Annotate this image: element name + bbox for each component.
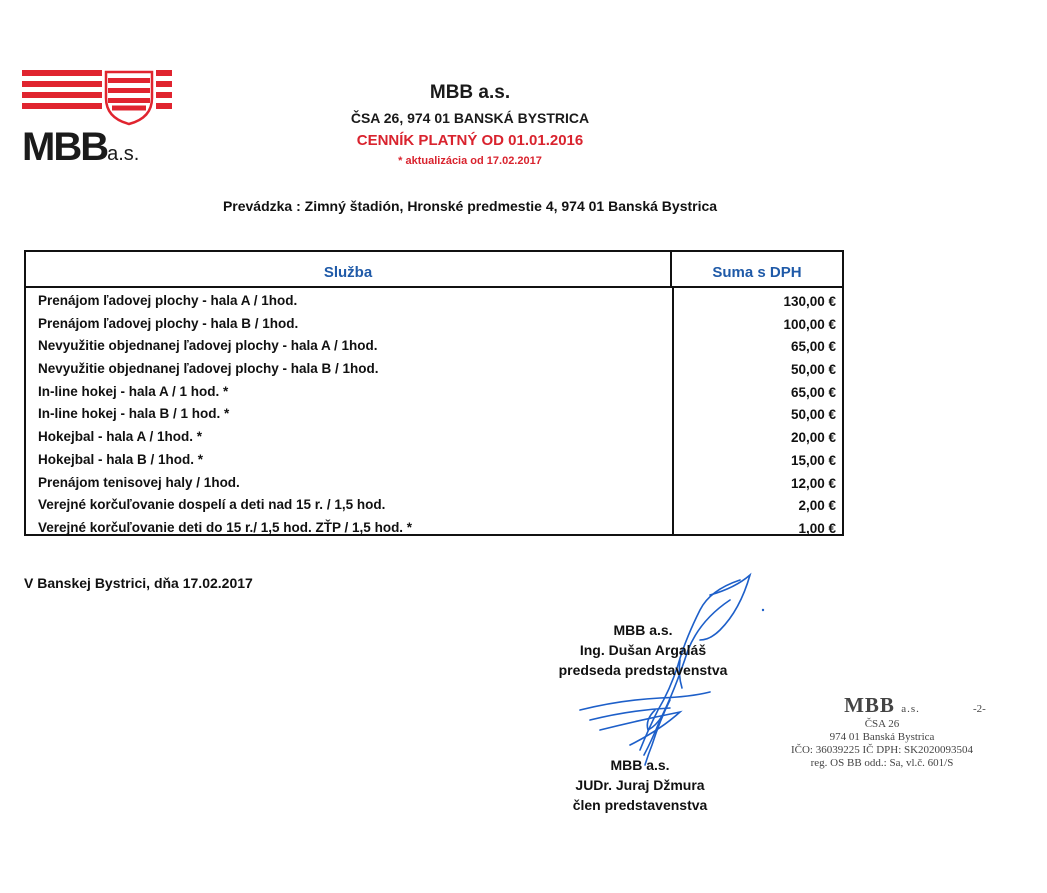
logo-text: MBBa.s. <box>22 125 140 169</box>
column-header-service: Služba <box>26 252 672 288</box>
service-cell: In-line hokej - hala A / 1 hod. * <box>38 383 229 399</box>
table-body <box>26 290 842 540</box>
signatory-role: člen predstavenstva <box>572 797 708 813</box>
sum-cell: 50,00 € <box>790 407 836 423</box>
logo-stripe <box>22 92 102 98</box>
signatory-company: MBB a.s. <box>610 757 670 773</box>
signatory-chairman <box>528 620 758 680</box>
company-address: ČSA 26, 974 01 BANSKÁ BYSTRICA <box>350 110 590 126</box>
sum-cell: 20,00 € <box>790 430 836 446</box>
table-row <box>26 381 842 404</box>
sum-cell: 50,00 € <box>790 362 836 378</box>
service-cell: Nevyužitie objednanej ľadovej plochy - hala B / 1hod. <box>38 361 379 377</box>
sum-cell: 1,00 € <box>798 520 836 536</box>
service-cell: Prenájom ľadovej plochy - hala B / 1hod. <box>38 315 299 331</box>
mbb-logo <box>22 70 172 169</box>
service-cell: Verejné korčuľovanie deti do 15 r./ 1,5 hod. ZŤP / 1,5 hod. * <box>38 519 413 535</box>
service-cell: Verejné korčuľovanie dospelí a deti nad 15 r. / 1,5 hod. <box>38 497 386 513</box>
sum-cell: 130,00 € <box>783 294 836 309</box>
company-stamp <box>762 693 1002 770</box>
place-and-date: V Banskej Bystrici, dňa 17.02.2017 <box>24 575 253 591</box>
operation-address: Prevádzka : Zimný štadión, Hronské predmestie 4, 974 01 Banská Bystrica <box>222 198 718 214</box>
table-row <box>26 335 842 358</box>
table-row <box>26 517 842 540</box>
sum-cell: 2,00 € <box>798 498 836 514</box>
table-row <box>26 472 842 495</box>
service-cell: Prenájom tenisovej haly / 1hod. <box>38 474 240 490</box>
sum-cell: 12,00 € <box>790 475 836 491</box>
logo-stripe <box>156 103 172 109</box>
sum-cell: 65,00 € <box>790 339 836 355</box>
table-row <box>26 449 842 472</box>
service-cell: In-line hokej - hala B / 1 hod. * <box>38 406 230 422</box>
sum-cell: 100,00 € <box>783 316 836 332</box>
stamp-line: 974 01 Banská Bystrica <box>829 731 935 743</box>
table-row <box>26 290 842 313</box>
shield-icon <box>104 70 154 126</box>
signatory-name: JUDr. Juraj Džmura <box>575 777 705 793</box>
price-list-title: CENNÍK PLATNÝ OD 01.01.2016 <box>356 132 584 149</box>
stamp-name: MBB a.s. <box>844 693 920 717</box>
service-cell: Hokejbal - hala B / 1hod. * <box>38 451 204 467</box>
signatory-role: predseda predstavenstva <box>558 662 728 678</box>
table-row <box>26 426 842 449</box>
column-header-sum: Suma s DPH <box>672 252 842 288</box>
table-row <box>26 403 842 426</box>
table-row <box>26 494 842 517</box>
page-number: -2- <box>973 703 986 715</box>
logo-stripe <box>156 92 172 98</box>
table-row <box>26 358 842 381</box>
stamp-line: ČSA 26 <box>864 718 900 730</box>
logo-stripe <box>22 70 102 76</box>
logo-stripe <box>22 81 102 87</box>
logo-stripe <box>22 103 102 109</box>
logo-stripe <box>156 70 172 76</box>
stamp-line: IČO: 36039225 IČ DPH: SK2020093504 <box>790 744 974 756</box>
stamp-line: reg. OS BB odd.: Sa, vl.č. 601/S <box>810 757 954 769</box>
sum-cell: 65,00 € <box>790 384 836 400</box>
signatory-name: Ing. Dušan Argaláš <box>579 642 707 658</box>
service-cell: Nevyužitie objednanej ľadovej plochy - hala A / 1hod. <box>38 338 378 354</box>
company-name: MBB a.s. <box>429 82 511 103</box>
logo-stripe <box>156 81 172 87</box>
signatory-member <box>540 755 740 815</box>
sum-cell: 15,00 € <box>790 452 836 468</box>
signatory-company: MBB a.s. <box>613 622 673 638</box>
update-note: * aktualizácia od 17.02.2017 <box>398 155 542 167</box>
table-row <box>26 313 842 336</box>
service-cell: Prenájom ľadovej plochy - hala A / 1hod. <box>38 293 298 308</box>
service-cell: Hokejbal - hala A / 1hod. * <box>38 429 203 445</box>
price-table <box>24 250 844 536</box>
